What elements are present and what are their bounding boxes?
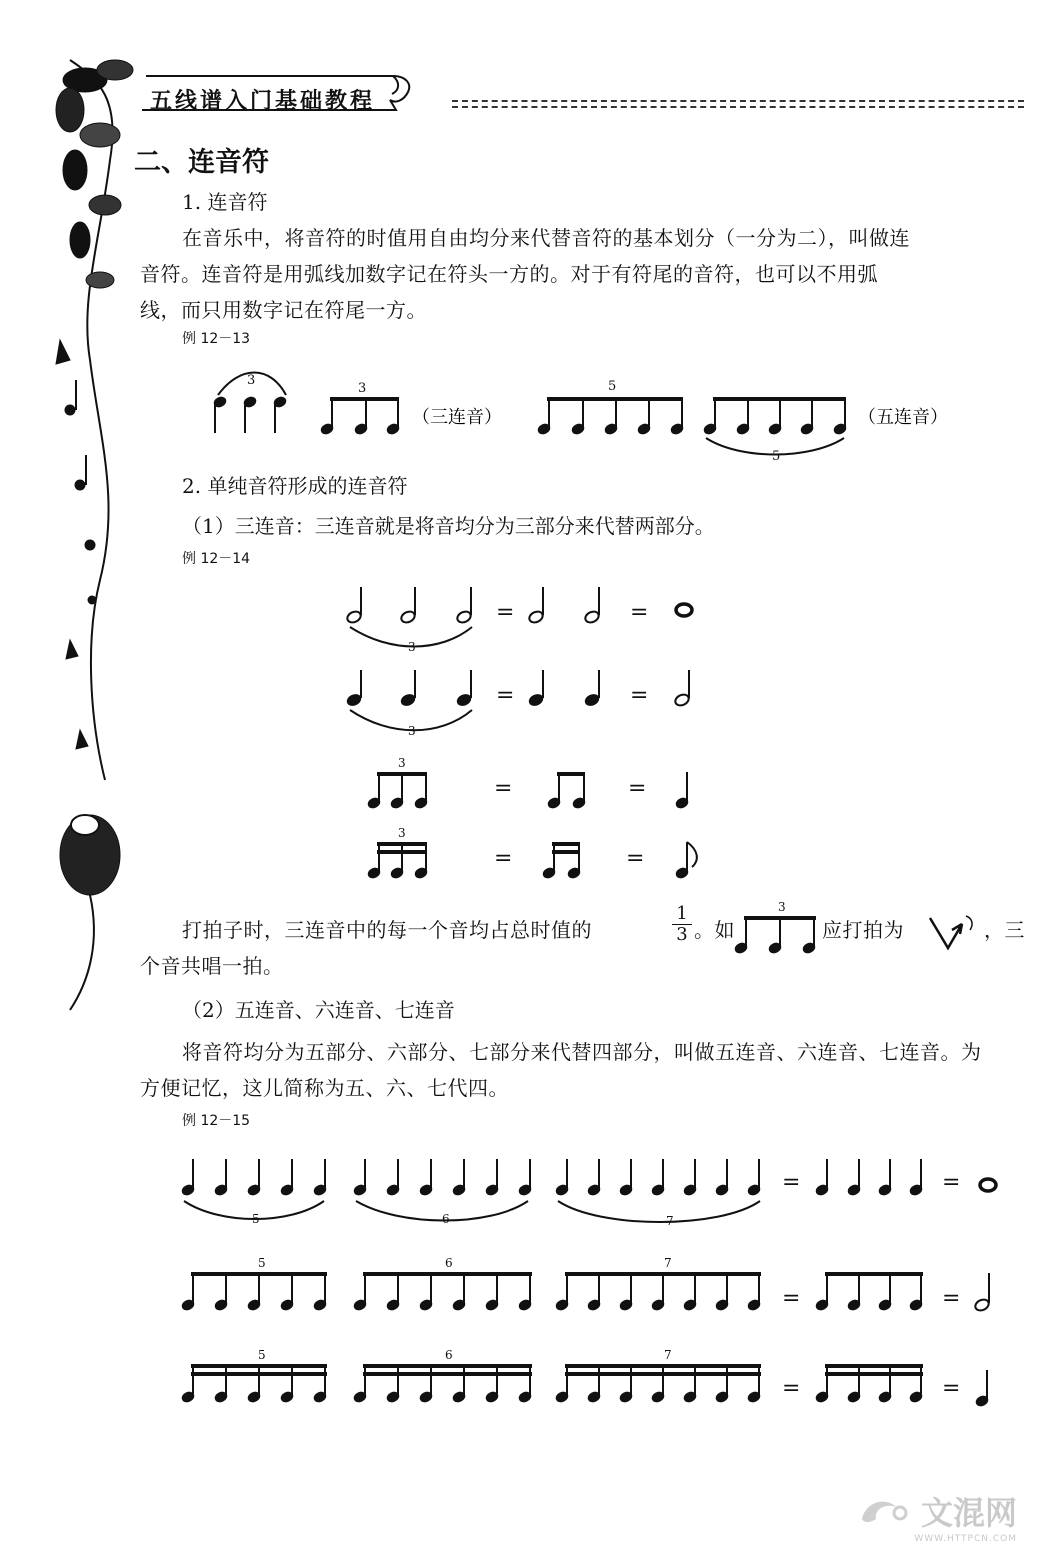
example-12-14-notation xyxy=(330,575,730,895)
example-12-13-notation xyxy=(200,360,980,470)
equals-sign: = xyxy=(942,1170,961,1195)
subsection-1-title: 1. 连音符 xyxy=(182,190,268,214)
header-rule xyxy=(452,100,1024,108)
row-sixteenth-tuplets xyxy=(181,1348,990,1408)
tuplet-number: 3 xyxy=(778,900,786,914)
equals-sign: = xyxy=(942,1286,961,1311)
tuplet-number: 7 xyxy=(664,1256,672,1270)
triplet-caption: （三连音） xyxy=(412,407,502,428)
tuplet-number: 7 xyxy=(666,1214,674,1228)
fraction-numerator: 1 xyxy=(676,903,688,924)
paragraph-2-line-1c: 应打拍为 xyxy=(822,918,904,942)
subsection-2-1-title: （1）三连音：三连音就是将音均分为三部分来代替两部分。 xyxy=(182,514,715,538)
tuplet-number: 3 xyxy=(398,826,406,840)
equals-sign: = xyxy=(630,600,649,625)
watermark-logo-icon xyxy=(856,1493,916,1529)
subsection-2-title: 2. 单纯音符形成的连音符 xyxy=(182,474,408,498)
tuplet-number: 6 xyxy=(445,1348,453,1362)
tuplet-number: 3 xyxy=(408,640,416,654)
paragraph-3-line-1: 将音符均分为五部分、六部分、七部分来代替四部分，叫做五连音、六连音、七连音。为 xyxy=(182,1040,982,1064)
tuplet-number: 6 xyxy=(445,1256,453,1270)
tuplet-number: 6 xyxy=(442,1212,450,1226)
row-quarter-tuplets xyxy=(181,1159,996,1228)
inline-triplet-icon xyxy=(734,898,820,958)
equals-sign: = xyxy=(494,776,513,801)
equals-sign: = xyxy=(494,846,513,871)
row-eighth-tuplets xyxy=(181,1256,991,1312)
quarter-note-triplet-above xyxy=(213,373,288,434)
row-quarter-triplet xyxy=(346,670,691,738)
tuplet-number: 3 xyxy=(358,381,367,396)
paragraph-2-line-2: 个音共唱一拍。 xyxy=(140,954,284,978)
tuplet-number: 5 xyxy=(258,1256,266,1270)
equals-sign: = xyxy=(496,683,515,708)
example-label-12-13: 例 12－13 xyxy=(182,331,251,347)
example-label-12-15: 例 12－15 xyxy=(182,1113,251,1129)
conducting-beat-icon xyxy=(926,910,978,954)
equals-sign: = xyxy=(782,1170,801,1195)
header-title: 五线谱入门基础教程 xyxy=(150,89,376,114)
section-title: 二、连音符 xyxy=(134,147,269,178)
equals-sign: = xyxy=(496,600,515,625)
paragraph-1-line-1: 在音乐中，将音符的时值用自由均分来代替音符的基本划分（一分为二），叫做连 xyxy=(182,226,910,250)
tuplet-number: 5 xyxy=(252,1212,260,1226)
paragraph-2-line-1d: ，三 xyxy=(984,918,1025,942)
equals-sign: = xyxy=(782,1376,801,1401)
tuplet-number: 3 xyxy=(408,724,416,738)
paragraph-2-line-1a: 打拍子时，三连音中的每一个音均占总时值的 xyxy=(182,918,592,942)
equals-sign: = xyxy=(942,1376,961,1401)
watermark xyxy=(856,1488,1017,1544)
tuplet-number: 5 xyxy=(772,449,781,464)
tuplet-number: 5 xyxy=(608,379,617,394)
equals-sign: = xyxy=(626,846,645,871)
row-half-triplet xyxy=(346,587,692,654)
paragraph-2-line-1b: 。如 xyxy=(694,918,735,942)
example-12-15-notation xyxy=(170,1145,1010,1425)
eighth-note-quintuplet-above xyxy=(537,379,685,436)
tuplet-number: 7 xyxy=(664,1348,672,1362)
watermark-text: 文混网 xyxy=(920,1494,1017,1532)
equals-sign: = xyxy=(628,776,647,801)
example-label-12-14: 例 12－14 xyxy=(182,551,251,567)
fraction-one-third xyxy=(672,904,692,945)
fraction-denominator: 3 xyxy=(672,924,692,945)
quintuplet-caption: （五连音） xyxy=(858,407,948,428)
floral-vine-decoration xyxy=(30,40,140,1040)
eighth-note-triplet xyxy=(320,381,401,436)
row-sixteenth-triplet xyxy=(367,826,697,880)
tuplet-number: 3 xyxy=(398,756,406,770)
equals-sign: = xyxy=(782,1286,801,1311)
paragraph-1-line-3: 线，而只用数字记在符尾一方。 xyxy=(140,298,427,322)
tuplet-number: 3 xyxy=(247,373,256,388)
watermark-url: WWW.HTTPCN.COM xyxy=(914,1534,1017,1544)
paragraph-1-line-2: 音符。连音符是用弧线加数字记在符头一方的。对于有符尾的音符，也可以不用弧 xyxy=(140,262,878,286)
tuplet-number: 5 xyxy=(258,1348,266,1362)
row-eighth-triplet xyxy=(367,756,690,810)
eighth-note-quintuplet-below xyxy=(703,397,848,464)
subsection-2-2-title: （2）五连音、六连音、七连音 xyxy=(182,998,455,1022)
paragraph-3-line-2: 方便记忆，这儿简称为五、六、七代四。 xyxy=(140,1076,509,1100)
equals-sign: = xyxy=(630,683,649,708)
